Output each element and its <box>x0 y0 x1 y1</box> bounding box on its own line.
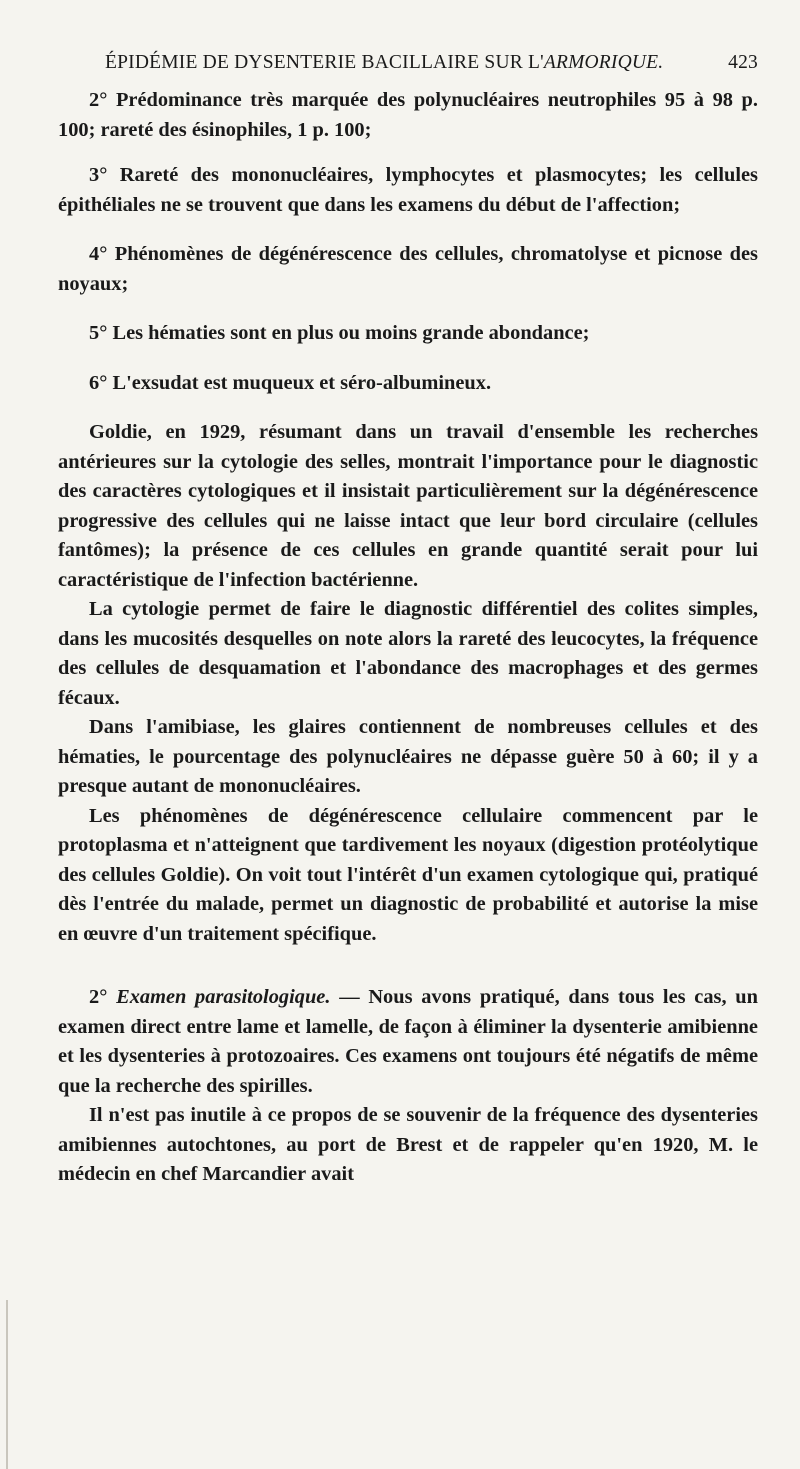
list-item: 5° Les hématies sont en plus ou moins grande abondance; <box>89 322 590 344</box>
page-gutter-line <box>6 1300 8 1469</box>
running-title: ÉPIDÉMIE DE DYSENTERIE BACILLAIRE SUR L'ARMORIQUE. <box>105 52 664 73</box>
list-item: 2° Prédominance très marquée des polynucléaires neutrophiles 95 à 98 p. 100; rareté des ésinophiles, 1 p. 100; <box>58 89 758 141</box>
list-item: 3° Rareté des mononucléaires, lymphocytes et plasmocytes; les cellules épithéliales ne se trouvent que dans les examens du début de l'affection; <box>58 164 758 216</box>
section-paragraph: 2° Examen parasitologique. — Nous avons pratiqué, dans tous les cas, un examen direct entre lame et lamelle, de façon à éliminer la dysenterie amibienne et les dysenteries à protozoaires. Ces examens ont toujours été négatifs de même que la recherche des spirilles. <box>58 986 758 1097</box>
list-item: 6° L'exsudat est muqueux et séro-albumineux. <box>89 371 492 394</box>
section-heading: Examen parasitologique. <box>116 986 331 1008</box>
running-header <box>58 52 758 86</box>
page-number: 423 <box>728 52 758 73</box>
paragraph: Il n'est pas inutile à ce propos de se souvenir de la fréquence des dysenteries amibiennes autochtones, au port de Brest et de rappeler qu'en 1920, M. le médecin en chef Marcandier avait <box>58 1104 758 1185</box>
paragraph: Goldie, en 1929, résumant dans un travail d'ensemble les recherches antérieures sur la cytologie des selles, montrait l'importance pour le diagnostic des caractères cytologiques et il insistait particulièrement sur la dégénérescence progressive des cellules qui ne laisse intact que leur bord circulaire (cellules fantômes); la présence de ces cellules en grande quantité serait pour lui caractéristique de l'infection bactérienne. <box>58 421 758 591</box>
list-item: 4° Phénomènes de dégénérescence des cellules, chromatolyse et picnose des noyaux; <box>58 243 758 295</box>
paragraph: La cytologie permet de faire le diagnostic différentiel des colites simples, dans les mucosités desquelles on note alors la rareté des leucocytes, la fréquence des cellules de desquamation et l'abondance des macrophages et des germes fécaux. <box>58 598 758 709</box>
document-page <box>58 52 758 1190</box>
paragraph: Les phénomènes de dégénérescence cellulaire commencent par le protoplasma et n'atteignent que tardivement les noyaux (digestion protéolytique des cellules Goldie). On voit tout l'intérêt d'un examen cytologique qui, pratiqué dès l'entrée du malade, permet un diagnostic de probabilité et autorise la mise en œuvre d'un traitement spécifique. <box>58 804 758 945</box>
paragraph: Dans l'amibiase, les glaires contiennent de nombreuses cellules et des hématies, le pourcentage des polynucléaires ne dépasse guère 50 à 60; il y a presque autant de mononucléaires. <box>58 716 758 797</box>
